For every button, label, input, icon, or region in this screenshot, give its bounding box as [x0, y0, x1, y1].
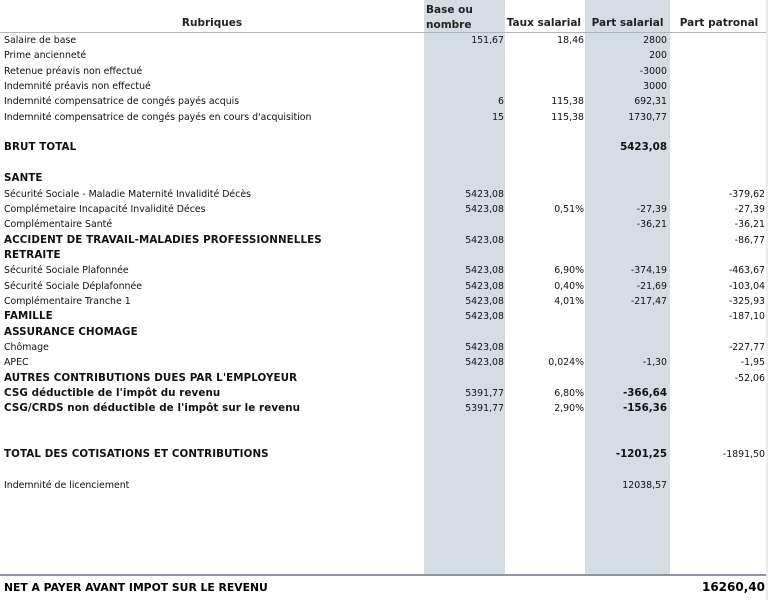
row-label: CSG/CRDS non déductible de l'impôt sur le revenu — [4, 402, 301, 415]
row-label: Chômage — [4, 342, 49, 353]
row-label: APEC — [4, 357, 29, 369]
table-row — [0, 48, 768, 63]
row-label: FAMILLE — [4, 310, 53, 323]
table-row — [0, 386, 768, 401]
table-row — [0, 140, 768, 155]
row-taux: 4,01% — [554, 295, 584, 307]
table-row — [0, 447, 768, 462]
row-part-salarial: 5423,08 — [620, 141, 667, 154]
row-base: 5391,77 — [465, 403, 504, 415]
row-taux: 0,024% — [548, 357, 584, 369]
row-label: Indemnité compensatrice de congés payés en cours d'acquisition — [4, 111, 312, 123]
row-label: Salaire de base — [4, 35, 77, 46]
header-taux-salarial: Taux salarial — [506, 17, 581, 29]
row-part-salarial: 692,31 — [634, 96, 667, 108]
header-base-line1: Base ou — [426, 4, 473, 16]
row-part-salarial: -3000 — [639, 65, 667, 77]
net-value: 16260,40 — [701, 580, 765, 594]
row-part-patronal: -52,06 — [734, 372, 765, 384]
row-part-salarial: -21,69 — [636, 280, 667, 292]
row-taux: 0,51% — [554, 203, 584, 215]
row-label: SANTE — [4, 172, 43, 185]
table-row — [0, 463, 768, 478]
row-part-salarial: 200 — [649, 50, 667, 62]
row-part-salarial: -27,39 — [636, 203, 667, 215]
table-row — [0, 64, 768, 79]
row-part-patronal: -227,77 — [728, 342, 765, 353]
row-part-salarial: 3000 — [643, 81, 667, 93]
row-base: 5423,08 — [465, 342, 504, 353]
row-label: Complémetaire Incapacité Invalidité Déces — [4, 203, 206, 215]
table-row — [0, 371, 768, 386]
row-part-patronal: -86,77 — [734, 234, 765, 246]
row-taux: 115,38 — [551, 96, 584, 108]
row-part-patronal: -103,04 — [728, 280, 765, 292]
table-row — [0, 125, 768, 140]
row-part-salarial: 2800 — [643, 35, 667, 46]
row-base: 151,67 — [471, 35, 504, 46]
net-total-row — [0, 574, 768, 602]
row-taux: 6,90% — [554, 265, 584, 277]
header-base-line2: nombre — [426, 19, 472, 31]
row-label: Complémentaire Santé — [4, 219, 113, 231]
row-label: Complémentaire Tranche 1 — [4, 295, 131, 307]
row-base: 5423,08 — [465, 357, 504, 369]
row-label: Indemnité préavis non effectué — [4, 81, 151, 93]
row-label: CSG déductible de l'impôt du revenu — [4, 387, 221, 400]
row-part-patronal: -325,93 — [728, 295, 765, 307]
row-label: Sécurité Sociale Plafonnée — [4, 265, 129, 277]
row-taux: 18,46 — [557, 35, 584, 46]
table-row — [0, 202, 768, 217]
row-part-salarial: -374,19 — [630, 265, 667, 277]
header-part-salarial: Part salarial — [591, 17, 664, 29]
table-row — [0, 94, 768, 109]
row-label: Prime ancienneté — [4, 50, 87, 62]
row-part-salarial: -217,47 — [630, 295, 667, 307]
table-row — [0, 478, 768, 493]
table-row — [0, 309, 768, 324]
row-taux: 2,90% — [554, 403, 584, 415]
row-label: Indemnité compensatrice de congés payés acquis — [4, 96, 240, 108]
row-part-salarial: -1201,25 — [615, 448, 667, 461]
table-row — [0, 263, 768, 278]
row-part-salarial: -366,64 — [622, 387, 667, 400]
row-part-salarial: 1730,77 — [628, 111, 667, 123]
row-taux: 6,80% — [554, 388, 584, 400]
table-row — [0, 110, 768, 125]
table-row — [0, 171, 768, 186]
header-rubriques: Rubriques — [181, 17, 243, 29]
row-label: ACCIDENT DE TRAVAIL-MALADIES PROFESSIONNELLES — [4, 233, 322, 246]
table-row — [0, 248, 768, 263]
row-part-patronal: -27,39 — [734, 203, 765, 215]
row-part-patronal: -1891,50 — [722, 449, 765, 461]
row-part-patronal: -463,67 — [728, 265, 765, 277]
table-row — [0, 79, 768, 94]
row-part-salarial: -156,36 — [622, 402, 667, 415]
table-row — [0, 340, 768, 355]
table-row — [0, 156, 768, 171]
row-part-salarial: -1,30 — [642, 357, 667, 369]
table-row — [0, 294, 768, 309]
row-label: Retenue préavis non effectué — [4, 65, 143, 77]
row-base: 5423,08 — [465, 265, 504, 277]
row-base: 15 — [492, 111, 504, 123]
row-base: 5423,08 — [465, 203, 504, 215]
row-part-patronal: -36,21 — [734, 219, 765, 231]
row-base: 5423,08 — [465, 234, 504, 246]
row-taux: 115,38 — [551, 111, 584, 123]
table-row — [0, 401, 768, 416]
row-label: BRUT TOTAL — [4, 141, 77, 154]
header-base — [426, 3, 504, 35]
row-part-salarial: 12038,57 — [622, 480, 667, 492]
row-base: 5423,08 — [465, 311, 504, 323]
table-row — [0, 432, 768, 447]
table-row — [0, 233, 768, 248]
table-row — [0, 279, 768, 294]
row-base: 6 — [498, 96, 504, 108]
header-part-patronal: Part patronal — [679, 17, 759, 29]
row-label: TOTAL DES COTISATIONS ET CONTRIBUTIONS — [4, 448, 269, 461]
row-base: 5423,08 — [465, 188, 504, 200]
row-label: Sécurité Sociale Déplafonnée — [4, 280, 142, 292]
table-row — [0, 187, 768, 202]
row-base: 5423,08 — [465, 295, 504, 307]
row-taux: 0,40% — [554, 280, 584, 292]
table-row — [0, 417, 768, 432]
row-part-patronal: -187,10 — [728, 311, 765, 323]
row-part-patronal: -379,62 — [728, 188, 765, 200]
table-row — [0, 325, 768, 340]
row-label: AUTRES CONTRIBUTIONS DUES PAR L'EMPLOYEUR — [4, 371, 298, 384]
table-row — [0, 33, 768, 48]
row-label: Indemnité de licenciement — [4, 480, 130, 492]
row-base: 5391,77 — [465, 388, 504, 400]
net-label: NET A PAYER AVANT IMPOT SUR LE REVENU — [4, 581, 268, 594]
row-part-salarial: -36,21 — [636, 219, 667, 231]
row-base: 5423,08 — [465, 280, 504, 292]
row-label: RETRAITE — [4, 248, 61, 261]
row-label: ASSURANCE CHOMAGE — [4, 325, 138, 338]
table-row — [0, 355, 768, 370]
table-row — [0, 217, 768, 232]
row-label: Sécurité Sociale - Maladie Maternité Invalidité Décès — [4, 188, 252, 200]
row-part-patronal: -1,95 — [740, 357, 765, 369]
